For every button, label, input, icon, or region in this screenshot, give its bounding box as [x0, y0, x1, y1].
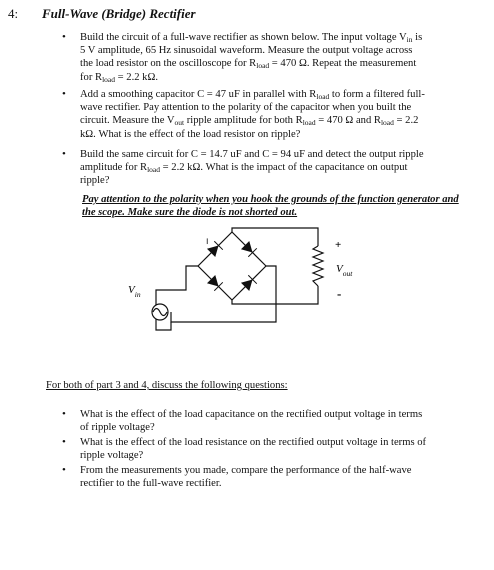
question-1 — [80, 408, 422, 434]
bullet-marker: • — [62, 408, 66, 420]
minus-sign: - — [337, 286, 342, 301]
bullet-marker: • — [62, 148, 66, 160]
load-resistor — [313, 246, 323, 286]
text-line: circuit. Measure the $V_{out}$ ripple amplitude for both $R_{load} = 470$ Ω and $R_{load} = 2.2$ — [80, 115, 419, 128]
diode-icon — [202, 236, 223, 257]
warning-note: Pay attention to the polarity when you hook the grounds of the function generator and the scope. Make sure the diode is not shorted out. — [82, 194, 459, 219]
section-number: 4: — [8, 6, 19, 21]
source-wire-bottom — [156, 319, 171, 330]
output-wire-top — [232, 228, 318, 246]
text-line: 5 V amplitude, 65 Hz sinusoidal waveform. Measure the output voltage across — [80, 45, 413, 57]
text-line: wave rectifier. Pay attention to the polarity of the capacitor when you built the — [80, 102, 412, 114]
text-line: Build the circuit of a full-wave rectifier as shown below. The input voltage $V_{in}$ is — [80, 32, 423, 44]
question-3 — [80, 464, 412, 490]
section-title: Full-Wave (Bridge) Rectifier — [42, 6, 196, 21]
vin-label: $V_{in}$ — [128, 284, 141, 299]
text-line: Build the same circuit for C = 14.7 uF and C = 94 uF and detect the output ripple — [80, 149, 424, 160]
text-line: What is the effect of the load resistance on the rectified output voltage in terms of — [80, 437, 427, 448]
text-line: From the measurements you made, compare the performance of the half-wave — [80, 465, 412, 476]
text-line: What is the effect of the load capacitance on the rectified output voltage in terms — [80, 409, 423, 420]
bullet-marker: • — [62, 436, 66, 448]
bullet-marker: • — [62, 88, 66, 100]
output-wire-bottom — [232, 286, 318, 304]
bullet-marker: • — [62, 464, 66, 476]
text-line: Add a smoothing capacitor C = 47 uF in parallel with $R_{load}$ to form a filtered full- — [80, 89, 425, 101]
text-line: the load resistor on the oscilloscope for $R_{load} = 470$ Ω. Repeat the measurement — [80, 58, 417, 71]
source-wire-top — [156, 266, 198, 305]
text-line: of ripple voltage? — [80, 422, 155, 434]
discussion-heading: For both of part 3 and 4, discuss the following questions: — [46, 380, 288, 391]
text-line: ripple voltage? — [80, 450, 144, 462]
question-2 — [80, 436, 426, 462]
text-line: for $R_{load} = 2.2$ kΩ. — [80, 71, 158, 84]
text-line: ripple? — [80, 175, 110, 187]
sine-wave-icon — [153, 309, 167, 316]
plus-sign: + — [335, 239, 342, 251]
text-line: amplitude for $R_{load} = 2.2$ kΩ. What is the impact of the capacitance on output — [80, 162, 408, 175]
bullet-marker: • — [62, 31, 66, 43]
text-line: rectifier to the full-wave rectifier. — [80, 478, 222, 490]
text-line: kΩ. What is the effect of the load resistor on ripple? — [80, 128, 301, 140]
source-wire-right — [171, 266, 276, 322]
vout-label: $V_{out}$ — [336, 263, 353, 278]
